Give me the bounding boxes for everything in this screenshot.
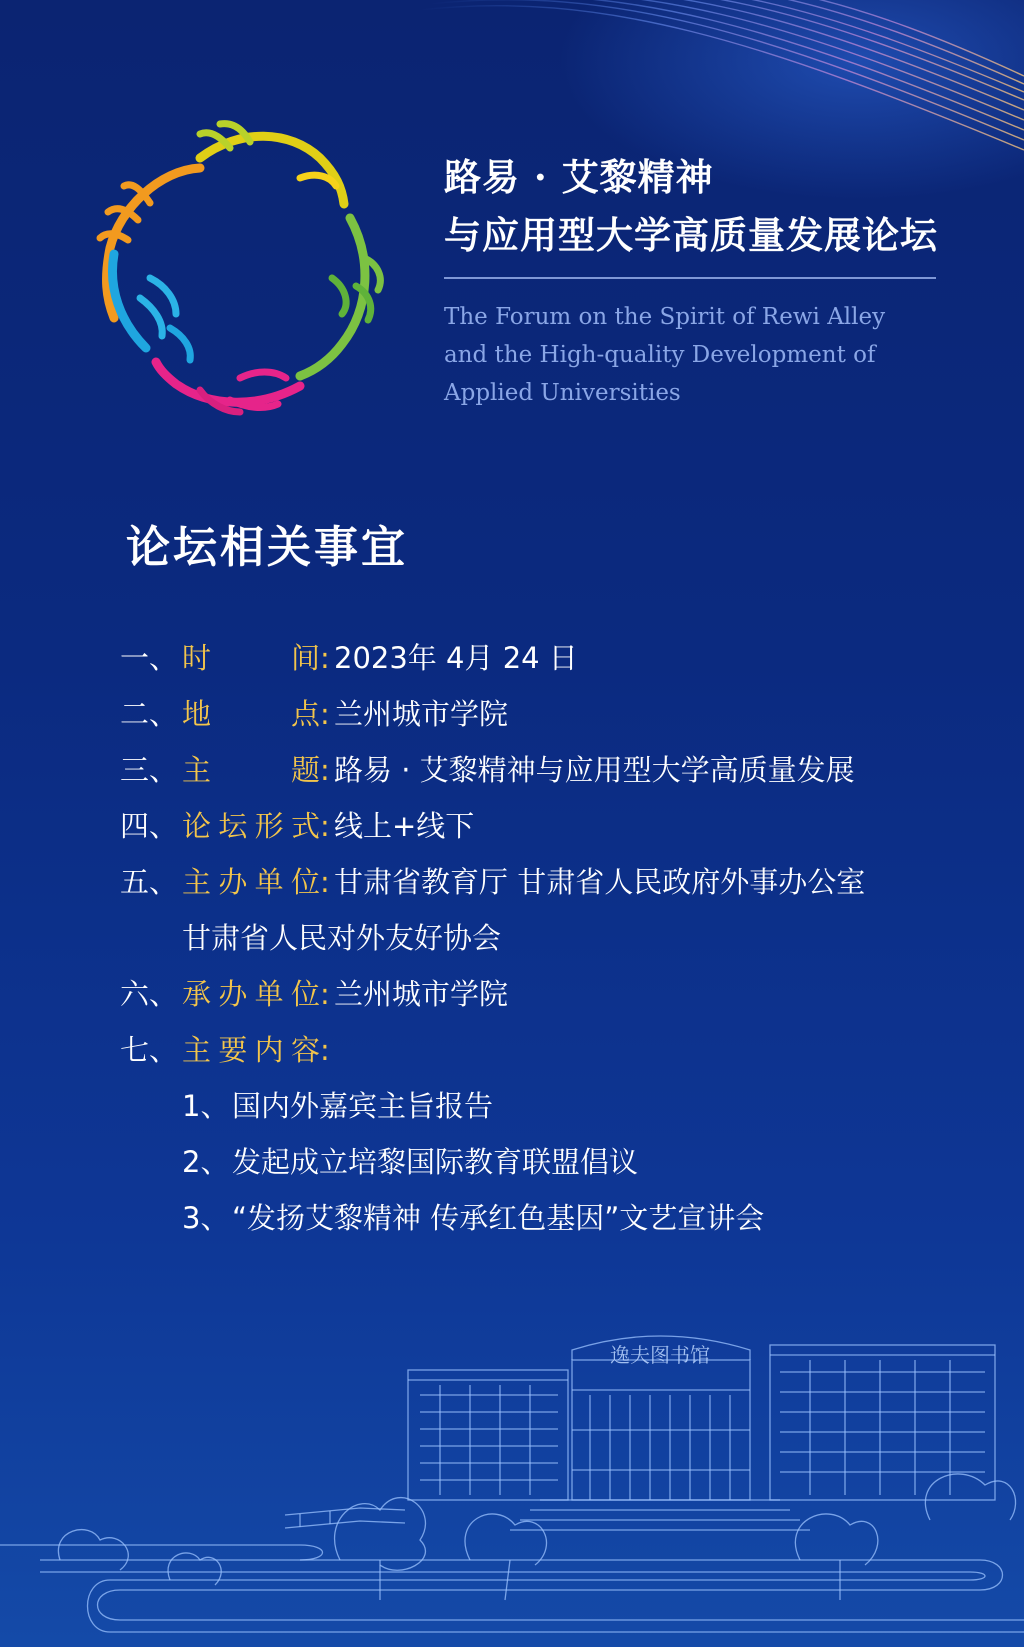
info-label: 地点 — [182, 697, 320, 731]
info-number: 三、 — [120, 753, 179, 787]
content-index: 1、 — [182, 1089, 230, 1123]
info-colon: : — [320, 977, 330, 1011]
content-text: 国内外嘉宾主旨报告 — [232, 1089, 494, 1123]
section-heading: 论坛相关事宜 — [126, 522, 408, 573]
info-colon: : — [320, 641, 330, 675]
info-value: 甘肃省教育厅 甘肃省人民政府外事办公室 — [334, 865, 866, 899]
info-colon: : — [320, 809, 330, 843]
info-number: 四、 — [120, 809, 179, 843]
info-value: 路易 · 艾黎精神与应用型大学高质量发展 — [334, 753, 855, 787]
content-index: 2、 — [182, 1145, 230, 1179]
info-colon: : — [320, 1033, 330, 1067]
info-label: 论坛形式 — [182, 809, 320, 843]
info-label: 主题 — [182, 753, 320, 787]
info-number: 七、 — [120, 1033, 179, 1067]
info-number: 一、 — [120, 641, 179, 675]
content-index: 3、 — [182, 1201, 230, 1235]
title-en-line2: and the High-quality Development of — [444, 342, 876, 368]
info-value: 2023年 4月 24 日 — [334, 641, 578, 675]
info-colon: : — [320, 753, 330, 787]
info-number: 二、 — [120, 697, 179, 731]
info-colon: : — [320, 865, 330, 899]
info-number: 六、 — [120, 977, 179, 1011]
info-value: 兰州城市学院 — [334, 977, 509, 1011]
title-en-line1: The Forum on the Spirit of Rewi Alley — [444, 304, 886, 330]
info-value: 甘肃省人民对外友好协会 — [182, 921, 502, 955]
title-cn-line1: 路易 · 艾黎精神 — [444, 155, 714, 199]
info-label: 时间 — [182, 641, 320, 675]
info-number: 五、 — [120, 865, 179, 899]
info-label: 主要内容 — [182, 1033, 320, 1067]
info-label: 主办单位 — [182, 865, 320, 899]
content-text: “发扬艾黎精神 传承红色基因”文艺宣讲会 — [232, 1201, 765, 1235]
info-label: 承办单位 — [182, 977, 320, 1011]
title-cn-line2: 与应用型大学高质量发展论坛 — [444, 213, 938, 257]
info-value: 线上+线下 — [334, 809, 475, 843]
info-colon: : — [320, 697, 330, 731]
content-text: 发起成立培黎国际教育联盟倡议 — [232, 1145, 639, 1179]
info-value: 兰州城市学院 — [334, 697, 509, 731]
title-en-line3: Applied Universities — [444, 380, 681, 406]
library-signage: 逸夫图书馆 — [610, 1343, 710, 1367]
